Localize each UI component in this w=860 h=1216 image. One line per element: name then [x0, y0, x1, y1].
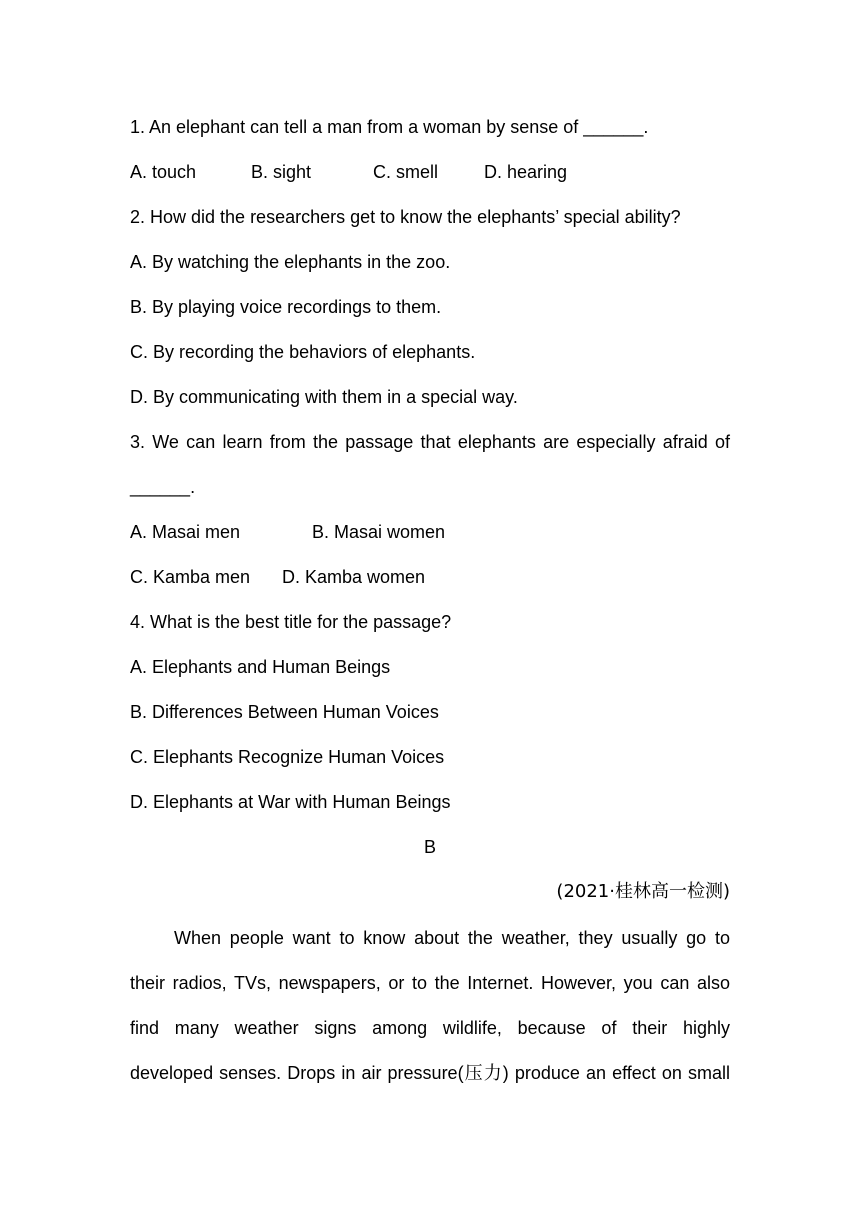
q4-option-a: A. Elephants and Human Beings — [130, 657, 391, 677]
section-label: B — [423, 837, 436, 857]
q3-option-a: A. Masai men — [130, 522, 241, 542]
q1-option-b: B. sight — [251, 162, 312, 182]
q4-option-d: D. Elephants at War with Human Beings — [130, 792, 451, 812]
passage-line-2: their radios, TVs, newspapers, or to the Internet. However, you can also — [130, 973, 730, 993]
q2-option-d: D. By communicating with them in a special way. — [130, 387, 518, 407]
q1-option-d: D. hearing — [484, 162, 568, 182]
q4-option-c: C. Elephants Recognize Human Voices — [130, 747, 445, 767]
question-3-stem-line2: ______. — [130, 477, 196, 497]
q3-option-d: D. Kamba women — [282, 567, 426, 587]
q1-option-a: A. touch — [130, 162, 197, 182]
passage-line-1: When people want to know about the weather, they usually go to — [174, 928, 730, 948]
q3-option-c: C. Kamba men — [130, 567, 251, 587]
question-4-stem: 4. What is the best title for the passage? — [130, 612, 452, 632]
q1-option-c: C. smell — [373, 162, 439, 182]
question-3-stem-line1: 3. We can learn from the passage that elephants are especially afraid of — [130, 432, 730, 452]
q3-option-b: B. Masai women — [312, 522, 446, 542]
question-1-stem: 1. An elephant can tell a man from a woman by sense of ______. — [130, 117, 649, 137]
passage-line-3: find many weather signs among wildlife, because of their highly — [130, 1018, 730, 1038]
q2-option-b: B. By playing voice recordings to them. — [130, 297, 442, 317]
q2-option-c: C. By recording the behaviors of elephants. — [130, 342, 476, 362]
q4-option-b: B. Differences Between Human Voices — [130, 702, 439, 722]
passage-line-4: developed senses. Drops in air pressure(压力) produce an effect on small — [130, 1063, 730, 1083]
question-2-stem: 2. How did the researchers get to know the elephants’ special ability? — [130, 207, 681, 227]
q2-option-a: A. By watching the elephants in the zoo. — [130, 252, 451, 272]
section-source: (2021·桂林高一检测) — [556, 881, 730, 902]
